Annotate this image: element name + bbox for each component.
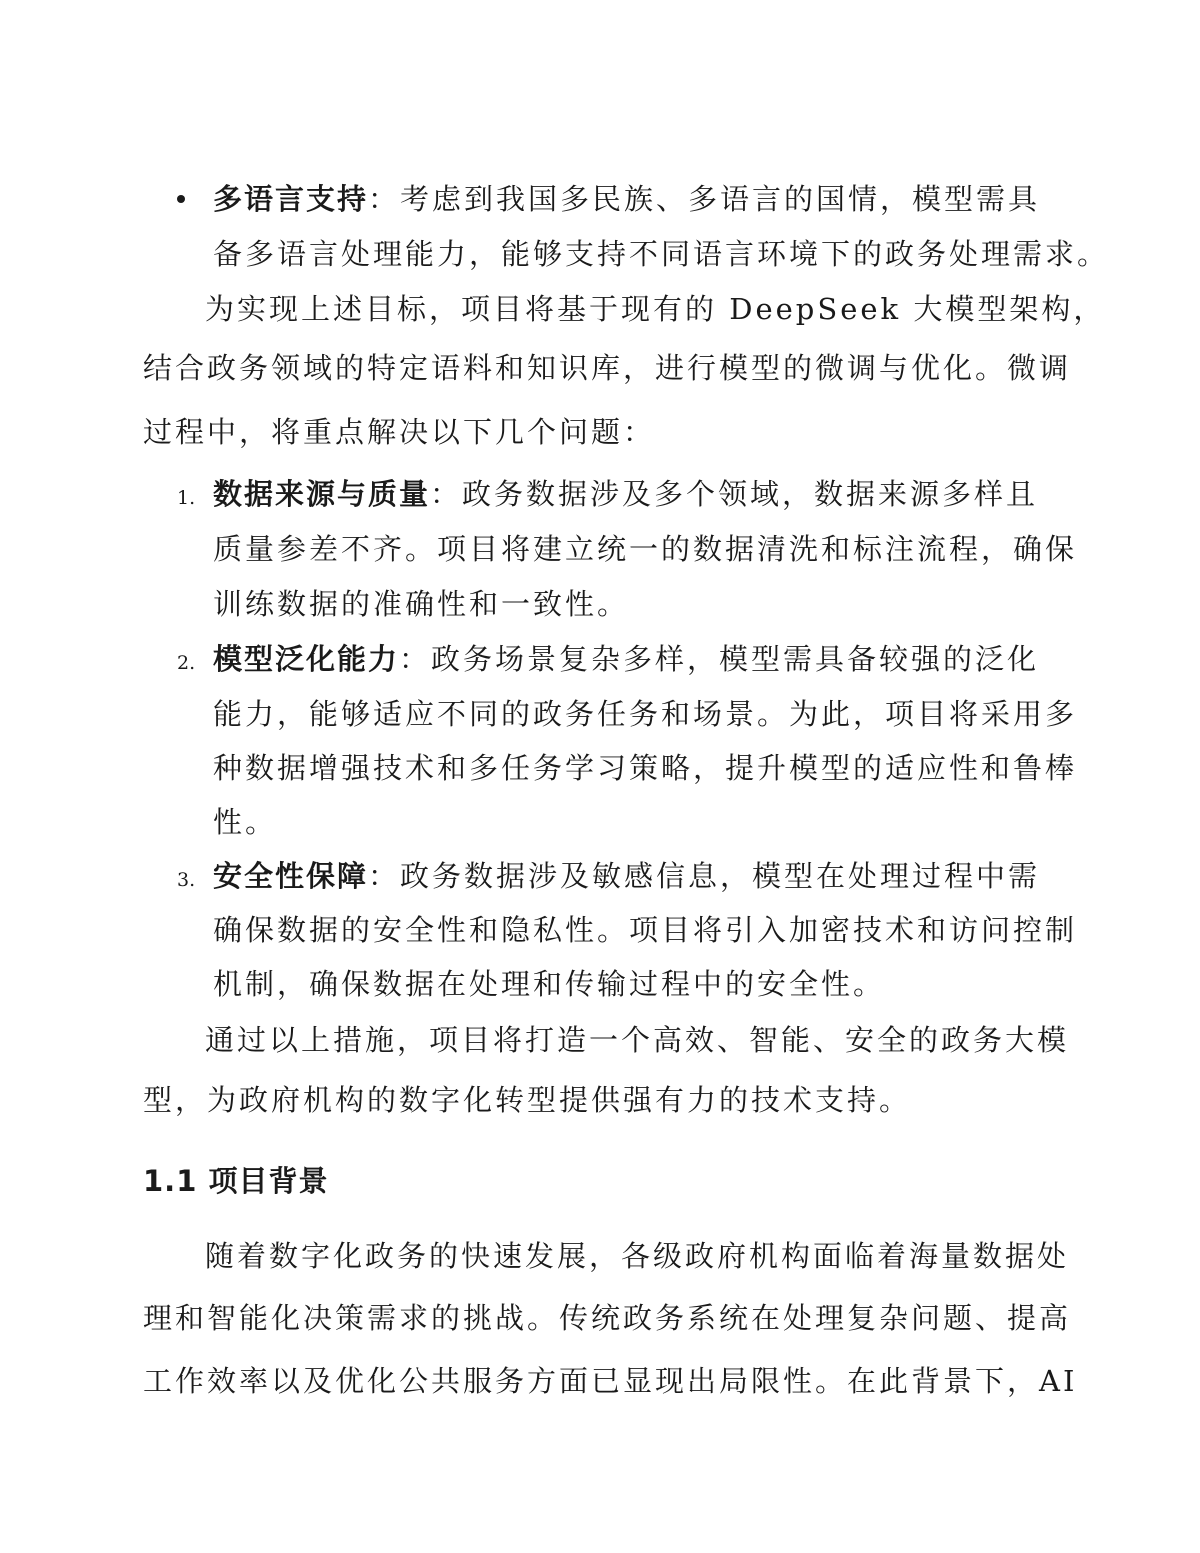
list-item-1-line2: 质量参差不齐。项目将建立统一的数据清洗和标注流程，确保: [213, 532, 1078, 566]
list-item-1-line3: 训练数据的准确性和一致性。: [213, 587, 630, 621]
list-item-3-number: 3.: [177, 869, 196, 891]
list-item-2-text1: ：政务场景复杂多样，模型需具备较强的泛化: [399, 642, 1040, 676]
bullet-multilang-text1: ：考虑到我国多民族、多语言的国情，模型需具: [368, 182, 1041, 216]
list-item-3-text1: ：政务数据涉及敏感信息，模型在处理过程中需: [368, 859, 1041, 893]
list-item-1-line1: [213, 476, 1038, 512]
section-para-line1: 随着数字化政务的快速发展，各级政府机构面临着海量数据处: [205, 1239, 1070, 1273]
list-item-2-line4: 性。: [213, 805, 278, 839]
list-item-1-text1: ：政务数据涉及多个领域，数据来源多样且: [430, 477, 1039, 511]
para-summary-line1: 通过以上措施，项目将打造一个高效、智能、安全的政务大模: [205, 1023, 1070, 1057]
list-item-2-number: 2.: [177, 652, 196, 674]
section-para-line2: 理和智能化决策需求的挑战。传统政务系统在处理复杂问题、提高: [143, 1301, 1072, 1335]
list-item-2-title: 模型泛化能力: [213, 642, 400, 676]
list-item-3-title: 安全性保障: [213, 859, 369, 893]
list-item-2-line2: 能力，能够适应不同的政务任务和场景。为此，项目将采用多: [213, 697, 1078, 731]
bullet-multilang-line2: 备多语言处理能力，能够支持不同语言环境下的政务处理需求。: [213, 237, 1110, 271]
list-item-2-line3: 种数据增强技术和多任务学习策略，提升模型的适应性和鲁棒: [213, 751, 1078, 785]
list-item-1-title: 数据来源与质量: [213, 477, 431, 511]
para-goal-line1: 为实现上述目标，项目将基于现有的 DeepSeek 大模型架构，: [205, 292, 1106, 326]
para-summary-line2: 型，为政府机构的数字化转型提供强有力的技术支持。: [143, 1083, 912, 1117]
list-item-3-line1: [213, 858, 1040, 894]
bullet-multilang-line1: [213, 181, 1040, 217]
list-item-3-line2: 确保数据的安全性和隐私性。项目将引入加密技术和访问控制: [213, 913, 1078, 947]
para-goal-line3: 过程中，将重点解决以下几个问题：: [143, 415, 656, 449]
list-item-2-line1: [213, 641, 1039, 677]
section-para-line3: 工作效率以及优化公共服务方面已显现出局限性。在此背景下，AI: [143, 1364, 1078, 1398]
bullet-dot-icon: [177, 195, 185, 203]
list-item-3-line3: 机制，确保数据在处理和传输过程中的安全性。: [213, 967, 886, 1001]
bullet-multilang-title: 多语言支持: [213, 182, 369, 216]
para-goal-line2: 结合政务领域的特定语料和知识库，进行模型的微调与优化。微调: [143, 351, 1072, 385]
section-heading: 1.1 项目背景: [143, 1164, 329, 1198]
list-item-1-number: 1.: [177, 487, 196, 509]
